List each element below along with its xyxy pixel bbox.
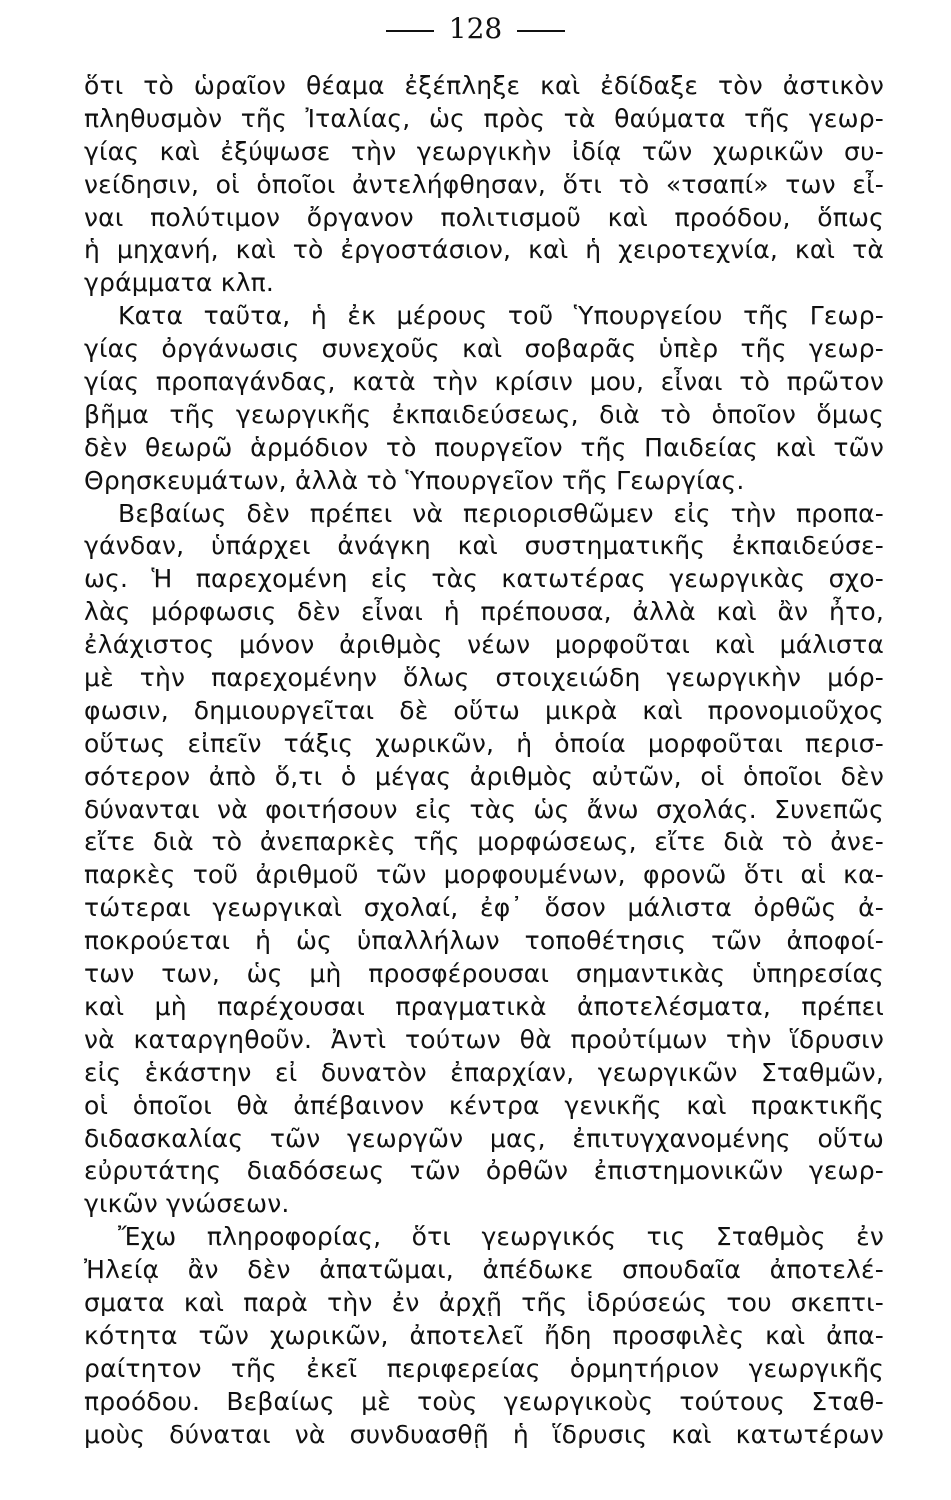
page-number: 128 (448, 12, 503, 45)
text-line: μοὺς δύναται νὰ συνδυασθῇ ἡ ἵδρυσις καὶ κατωτέρων (84, 1419, 884, 1449)
text-line: των των, ὡς μὴ προσφέρουσαι σημαντικὰς ὑπηρεσίας (84, 959, 884, 989)
right-dash (517, 30, 565, 32)
text-line: γράμματα κλπ. (84, 268, 275, 298)
text-line: ἡ μηχανή, καὶ τὸ ἐργοστάσιον, καὶ ἡ χειροτεχνία, καὶ τὰ (84, 235, 884, 265)
text-line: ως. Ἡ παρεχομένη εἰς τὰς κατωτέρας γεωργικὰς σχο- (84, 564, 884, 594)
text-line: Κατα ταῦτα, ἡ ἐκ μέρους τοῦ Ὑπουργείου τῆς Γεωρ- (118, 301, 884, 331)
text-line: μὲ τὴν παρεχομένην ὅλως στοιχειώδη γεωργικὴν μόρ- (84, 663, 884, 693)
text-line: οὕτως εἰπεῖν τάξις χωρικῶν, ἡ ὁποία μορφοῦται περισ- (84, 728, 884, 758)
text-line: τώτεραι γεωργικαὶ σχολαί, ἐφ᾽ ὅσον μάλιστα ὀρθῶς ἀ- (84, 893, 884, 923)
text-line: προόδου. Βεβαίως μὲ τοὺς γεωργικοὺς τούτους Σταθ- (84, 1386, 884, 1416)
text-line: ὅτι τὸ ὡραῖον θέαμα ἐξέπληξε καὶ ἐδίδαξε τὸν ἀστικὸν (84, 71, 884, 100)
text-line: Ἔχω πληροφορίας, ὅτι γεωργικός τις Σταθμὸς ἐν (118, 1222, 884, 1252)
text-line: ραίτητον τῆς ἐκεῖ περιφερείας ὁρμητήριον γεωργικῆς (84, 1353, 884, 1383)
text-line: εἰς ἑκάστην εἰ δυνατὸν ἐπαρχίαν, γεωργικῶν Σταθμῶν, (84, 1057, 884, 1087)
left-dash (386, 30, 434, 32)
text-line: γίας καὶ ἐξύψωσε τὴν γεωργικὴν ἰδίᾳ τῶν χωρικῶν συ- (84, 136, 884, 166)
text-line: καὶ μὴ παρέχουσαι πραγματικὰ ἀποτελέσματα, πρέπει (84, 991, 884, 1021)
text-line: ναι πολύτιμον ὄργανον πολιτισμοῦ καὶ προόδου, ὅπως (84, 202, 884, 232)
text-line: δύνανται νὰ φοιτήσουν εἰς τὰς ὡς ἄνω σχολάς. Συνεπῶς (84, 794, 884, 824)
text-line: εὐρυτάτης διαδόσεως τῶν ὀρθῶν ἐπιστημονικῶν γεωρ- (84, 1156, 884, 1186)
text-line: Ἠλείᾳ ἂν δὲν ἀπατῶμαι, ἀπέδωκε σπουδαῖα ἀποτελέ- (84, 1255, 884, 1285)
text-line: βῆμα τῆς γεωργικῆς ἐκπαιδεύσεως, διὰ τὸ ὁποῖον ὅμως (84, 399, 884, 429)
text-line: Θρησκευμάτων, ἀλλὰ τὸ Ὑπουργεῖον τῆς Γεωργίας. (84, 465, 745, 495)
text-line: εἴτε διὰ τὸ ἀνεπαρκὲς τῆς μορφώσεως, εἴτε διὰ τὸ ἀνε- (84, 827, 884, 857)
text-line: διδασκαλίας τῶν γεωργῶν μας, ἐπιτυγχανομένης οὕτω (84, 1123, 884, 1153)
text-line: Βεβαίως δὲν πρέπει νὰ περιορισθῶμεν εἰς τὴν προπα- (118, 498, 884, 528)
text-line: σματα καὶ παρὰ τὴν ἐν ἀρχῇ τῆς ἱδρύσεώς του σκεπτι- (84, 1287, 884, 1317)
body-text (84, 70, 884, 1451)
text-line: κότητα τῶν χωρικῶν, ἀποτελεῖ ἤδη προσφιλὲς καὶ ἀπα- (84, 1320, 884, 1350)
text-line: ἐλάχιστος μόνον ἀριθμὸς νέων μορφοῦται καὶ μάλιστα (84, 630, 884, 660)
text-line: γίας ὀργάνωσις συνεχοῦς καὶ σοβαρᾶς ὑπὲρ τῆς γεωρ- (84, 334, 884, 364)
text-line: νὰ καταργηθοῦν. Ἀντὶ τούτων θὰ προὐτίμων τὴν ἵδρυσιν (84, 1024, 884, 1054)
text-line: λὰς μόρφωσις δὲν εἶναι ἡ πρέπουσα, ἀλλὰ καὶ ἂν ἦτο, (84, 597, 884, 627)
text-line: ποκρούεται ἡ ὡς ὑπαλλήλων τοποθέτησις τῶν ἀποφοί- (84, 926, 884, 956)
text-line: παρκὲς τοῦ ἀριθμοῦ τῶν μορφουμένων, φρονῶ ὅτι αἱ κα- (84, 860, 884, 890)
text-line: πληθυσμὸν τῆς Ἰταλίας, ὡς πρὸς τὰ θαύματα τῆς γεωρ- (84, 103, 884, 133)
text-line: γάνδαν, ὑπάρχει ἀνάγκη καὶ συστηματικῆς ἐκπαιδεύσε- (84, 531, 884, 561)
text-line: γικῶν γνώσεων. (84, 1189, 290, 1219)
text-line: σότερον ἀπὸ ὅ,τι ὁ μέγας ἀριθμὸς αὐτῶν, οἱ ὁποῖοι δὲν (84, 761, 884, 791)
text-line: οἱ ὁποῖοι θὰ ἀπέβαινον κέντρα γενικῆς καὶ πρακτικῆς (84, 1090, 884, 1120)
text-line: νείδησιν, οἱ ὁποῖοι ἀντελήφθησαν, ὅτι τὸ «τσαπί» των εἶ- (84, 169, 884, 199)
text-line: φωσιν, δημιουργεῖται δὲ οὕτω μικρὰ καὶ προνομιοῦχος (84, 695, 884, 725)
text-line: γίας προπαγάνδας, κατὰ τὴν κρίσιν μου, εἶναι τὸ πρῶτον (84, 367, 884, 397)
text-line: δὲν θεωρῶ ἁρμόδιον τὸ πουργεῖον τῆς Παιδείας καὶ τῶν (84, 432, 884, 462)
page-number-header (0, 12, 951, 46)
